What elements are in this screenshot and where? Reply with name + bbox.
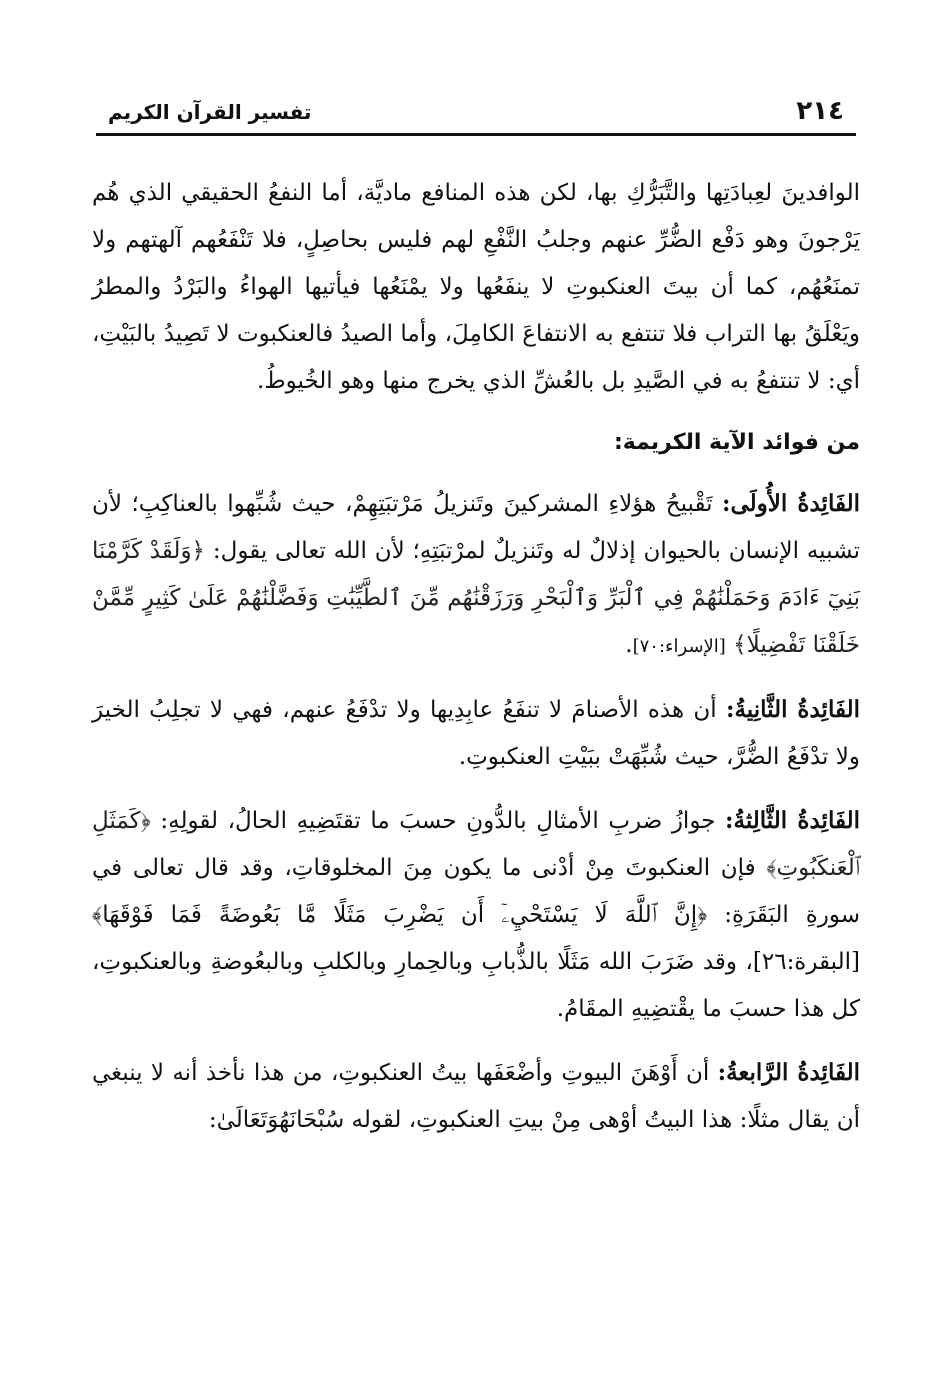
benefit-text-continued: فإن العنكبوتَ مِنْ أدْنى ما يكون مِنَ المخلوقاتِ، وقد قال تعالى في سورةِ البَقَرَةِ: ﴿إِنَّ ٱللَّهَ لَا يَسْتَحْيِۦٓ أَن يَضْرِبَ مَثَلًا مَّا بَعُوضَةً فَمَا فَوْقَهَا﴾ [البقرة:٢٦]، وقد ضَرَبَ الله مَثَلًا بالذُّبابِ وبالحِمارِ وبالكلبِ وبالبعُوضةِ وبالعنكبوتِ، كل هذا حسبَ ما يقْتضِيهِ المقَامُ. [92,855,860,1022]
benefit-label: الفَائِدةُ الثَّانِيةُ: [725,696,860,723]
quran-verse: ﴿كَمَثَلِ ٱلْعَنكَبُوتِ﴾ [92,808,861,881]
benefit-text: أن أَوْهَنَ البيوتِ وأضْعَفَها بيتُ العنكبوتِ، من هذا نأخذ أنه لا ينبغي أن يقال مثلًا: هذا البيتُ أوْهى مِنْ بيتِ العنكبوتِ، لقوله سُبْحَانَهُوَتَعَالَىٰ: [92,1060,860,1133]
benefit-text: أن هذه الأصنامَ لا تنفَعُ عابِدِيها ولا تدْفَعُ عنهم، فهي لا تجلِبُ الخيرَ ولا تدْفَعُ الضُّرَّ، حيث شُبِّهَتْ ببَيْتِ العنكبوتِ. [92,697,860,770]
benefit-text: جوازُ ضربِ الأمثالِ بالدُّونِ حسبَ ما تقتَضِيهِ الحالُ، لقولِهِ: [160,808,716,834]
benefit-text-end: . [625,632,633,658]
benefit-label: الفَائِدةُ الأُولَى: [721,490,860,517]
benefit-3 [92,797,860,1033]
benefit-2 [92,686,860,781]
verse-citation: [الإسراء:٧٠] [632,636,726,657]
running-title: تفسير القرآن الكريم [108,100,312,124]
section-heading: من فوائد الآية الكريمة: [613,430,860,455]
page-number: ٢١٤ [796,96,844,126]
page-header [96,92,856,136]
page-content [92,170,860,1160]
benefit-label: الفَائِدةُ الرَّابعةُ: [717,1059,860,1086]
intro-paragraph: الوافدينَ لعِبادَتِها والتَّبَرُّكِ بها، لكن هذه المنافع ماديَّة، أما النفعُ الحقيقي الذي هُم يَرْجونَ وهو دَفْع الضُّرِّ عنهم وجلبُ النَّفْعِ لهم فليس بحاصِلٍ، فلا تَنْفَعُهم آلهتهم ولا تمنَعُهُم، كما أن بيتَ العنكبوتِ لا ينفَعُها ولا يمْنَعُها فيأتيها الهواءُ والبَرْدُ والمطرُ ويَعْلَقُ بها التراب فلا تنتفع به الانتفاعَ الكامِلَ، وأما الصيدُ فالعنكبوت لا تَصِيدُ بالبَيْتِ، أي: لا تنتفعُ به في الصَّيدِ بل بالعُشِّ الذي يخرج منها وهو الخُيوطُ. [92,180,860,394]
quran-verse: ﴿وَلَقَدْ كَرَّمْنَا بَنِيٓ ءَادَمَ وَحَمَلْنَٰهُمْ فِي ٱلْبَرِّ وَٱلْبَحْرِ وَرَزَقْنَٰهُم مِّنَ ٱلطَّيِّبَٰتِ وَفَضَّلْنَٰهُمْ عَلَىٰ كَثِيرٍ مِّمَّنْ خَلَقْنَا تَفْضِيلًا﴾ [92,538,860,658]
benefit-1 [92,480,860,670]
benefit-text: تَقْبيحُ هؤلاءِ المشركينَ وتَنزيلُ مَرْتبَتِهِمْ، حيث شُبِّهوا بالعناكِبِ؛ لأن تشبيه الإنسان بالحيوان إذلالٌ له وتَنزيلٌ لمرْتبَتِهِ؛ لأن الله تعالى يقول: [92,491,860,564]
benefit-label: الفَائِدةُ الثَّالِثةُ: [725,807,860,834]
benefit-4 [92,1049,860,1144]
header-divider [96,133,856,136]
